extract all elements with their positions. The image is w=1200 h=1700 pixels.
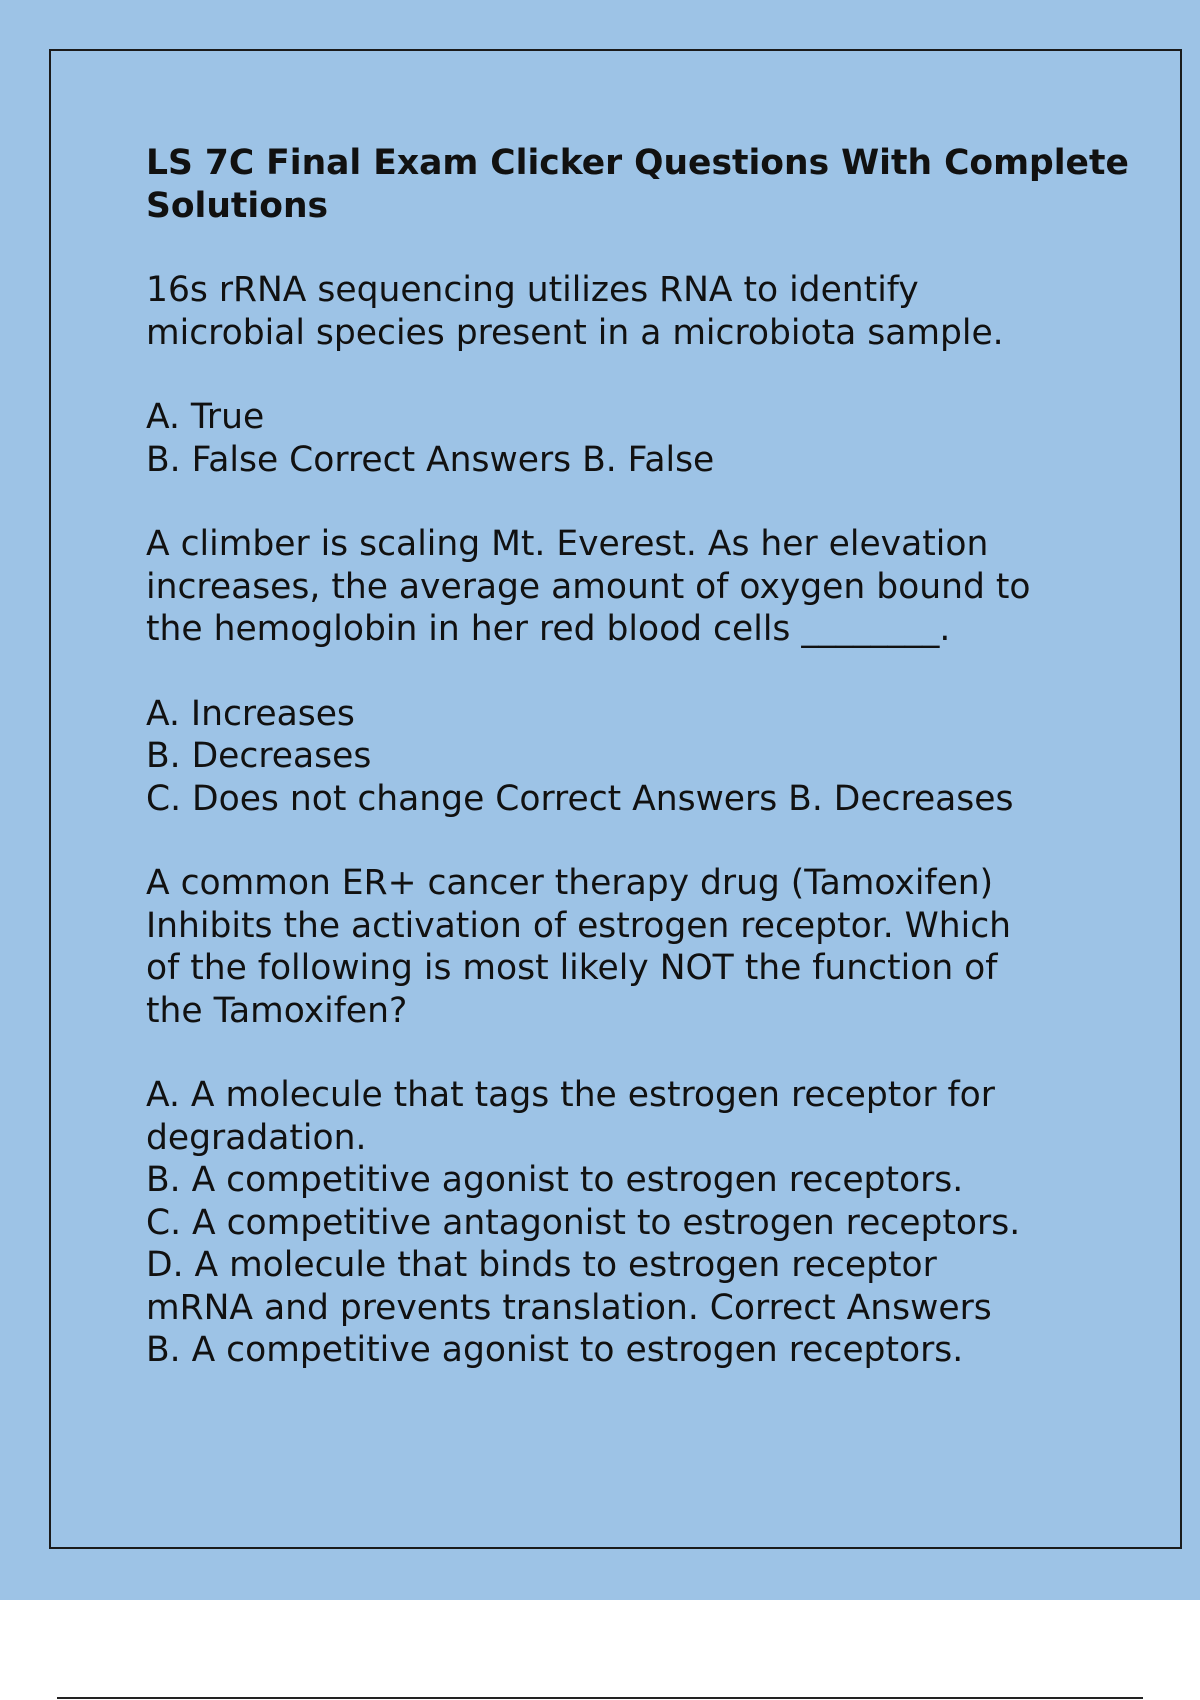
- question-2-stem: A climber is scaling Mt. Everest. As her elevation increases, the average amount of oxygen bound to the hemoglobin in her red blood cells ________.: [146, 524, 1031, 649]
- question-2-options: A. Increases B. Decreases C. Does not change Correct Answers B. Decreases: [146, 693, 1014, 819]
- question-3-stem: A common ER+ cancer therapy drug (Tamoxifen) Inhibits the activation of estrogen receptor. Which of the following is most likely NOT the function of the Tamoxifen?: [146, 863, 1012, 1031]
- question-1-stem: 16s rRNA sequencing utilizes RNA to identify microbial species present in a microbiota sample.: [146, 270, 1004, 353]
- question-1-options: A. True B. False Correct Answers B. False: [146, 397, 715, 480]
- document-title: LS 7C Final Exam Clicker Questions With Complete Solutions: [146, 143, 1129, 226]
- document-body: [146, 142, 1146, 1414]
- question-3-options: A. A molecule that tags the estrogen receptor for degradation. B. A competitive agonist to estrogen receptors. C. A competitive antagonist to estrogen receptors. D. A molecule that binds to estrogen receptor mRNA and prevents translation. Correct Answers B. A competitive agonist to estrogen receptors.: [146, 1075, 1021, 1370]
- footer-divider: [57, 1697, 1143, 1699]
